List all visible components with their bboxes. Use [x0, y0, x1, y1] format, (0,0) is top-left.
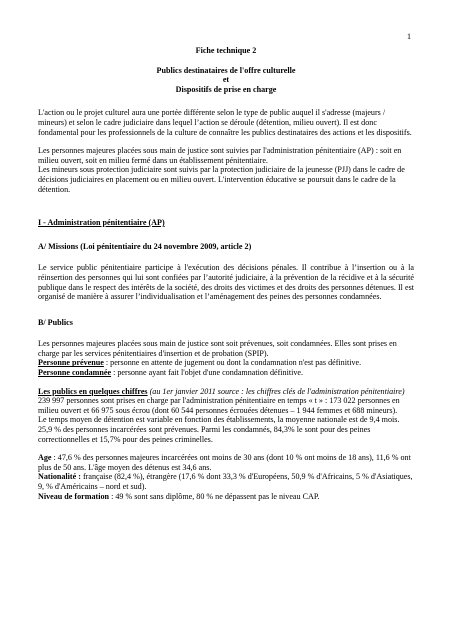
- subtitle-line-3: Dispositifs de prise en charge: [175, 84, 277, 94]
- publics-paragraph: Les personnes majeures placées sous main de justice sont soit prévenues, soit condamnées. Elles sont prises en charge par les services pénitentiaires d'insertion et de probation (SPIP).: [38, 339, 397, 358]
- term-condamnee: Personne condamnée: [38, 368, 112, 378]
- stats-paragraph-2: Le temps moyen de détention est variable en fonction des établissements, la moyenne nationale est de 9,4 mois.: [38, 415, 400, 425]
- page-number: 1: [406, 32, 411, 41]
- nationalite-text: française (82,4 %), étrangère (17,6 % dont 33,3 % d'Européens, 50,9 % d'Africains, 5 % d'Asiatiques, 9, % d'Américains – nord et sud).: [38, 472, 413, 491]
- missions-paragraph: Le service public pénitentiaire participe à l'exécution des décisions pénales. Il contribue à l’insertion ou à la réinsertion des personnes qui lui sont confiées par l’autorité judiciaire, à la prévention de la récidive et à la sécurité publique dans le respect des intérêts de la société, des droits des victimes et des droits des personnes détenues. Il est organisé de manière à assurer l’individualisation et l’aménagement des peines des personnes condamnées.: [38, 263, 414, 302]
- subtitle-line-2: et: [222, 75, 230, 85]
- definition-prevenue: [38, 358, 414, 368]
- definition-condamnee: [38, 368, 414, 378]
- subsection-b-heading: B/ Publics: [38, 317, 73, 327]
- mineurs-paragraph: Les mineurs sous protection judiciaire sont suivis par la protection judiciaire de la jeunesse (PJJ) dans le cadre de décisions judiciaires en placement ou en milieu ouvert. L'intervention éducative se poursuit dans le cadre de la détention.: [38, 165, 405, 194]
- section-1-heading: I - Administration pénitentiaire (AP): [38, 218, 165, 228]
- majeurs-paragraph: Les personnes majeures placées sous main de justice sont suivies par l'administration pénitentiaire (AP) : soit en milieu ouvert, soit en milieu fermé dans un établissement pénitentiaire.: [38, 146, 402, 165]
- chiffres-title: Les publics en quelques chiffres: [38, 386, 148, 396]
- stats-paragraph-3: 25,9 % des personnes incarcérées sont prévenues. Parmi les condamnés, 84,3% le sont pour des peines correctionnelles et 15,7% pour des peines criminelles.: [38, 425, 371, 444]
- text-condamnee: : personne ayant fait l'objet d'une condamnation définitive.: [111, 368, 304, 378]
- chiffres-heading: [38, 387, 414, 397]
- text-prevenue: : personne en attente de jugement ou dont la condamnation n'est pas définitive.: [103, 358, 362, 368]
- document-title: Fiche technique 2: [195, 46, 257, 55]
- formation-term: Niveau de formation: [38, 491, 110, 501]
- nationalite-paragraph: [38, 472, 414, 491]
- chiffres-source: (au 1er janvier 2011 source : les chiffres clés de l'administration pénitentiaire): [147, 386, 405, 396]
- subsection-a-heading: A/ Missions (Loi pénitentiaire du 24 novembre 2009, article 2): [38, 241, 252, 251]
- age-term: Age: [38, 453, 52, 463]
- term-prevenue: Personne prévenue: [38, 358, 104, 368]
- age-text: : 47,6 % des personnes majeures incarcérées ont moins de 30 ans (dont 10 % ont moins de 18 ans), 11,6 % ont plus de 50 ans. L'âge moyen des détenus est 34,6 ans.: [38, 453, 411, 472]
- stats-paragraph-1: 239 997 personnes sont prises en charge par l'administration pénitentiaire en temps « t » : 173 022 personnes en milieu ouvert et 66 975 sous écrou (dont 60 544 personnes écrouées détenues – 1 944 femmes et 688 mineurs).: [38, 396, 400, 415]
- formation-text: : 49 % sont sans diplôme, 80 % ne dépassent pas le niveau CAP.: [109, 491, 320, 501]
- intro-paragraph: L'action ou le projet culturel aura une portée différente selon le type de public auquel il s'adresse (majeurs / mineurs) et selon le cadre judiciaire dans lequel l’action se déroule (détention, milieu ouvert). Il est donc fondamental pour les professionnels de la culture de connaître les publics destinataires des actions et les dispositifs.: [38, 108, 412, 137]
- subtitle-line-1: Publics destinataires de l'offre culturelle: [156, 65, 296, 75]
- document-subtitle: [38, 66, 414, 95]
- formation-paragraph: [38, 492, 414, 502]
- nationalite-term: Nationalité :: [38, 472, 81, 482]
- age-paragraph: [38, 453, 414, 472]
